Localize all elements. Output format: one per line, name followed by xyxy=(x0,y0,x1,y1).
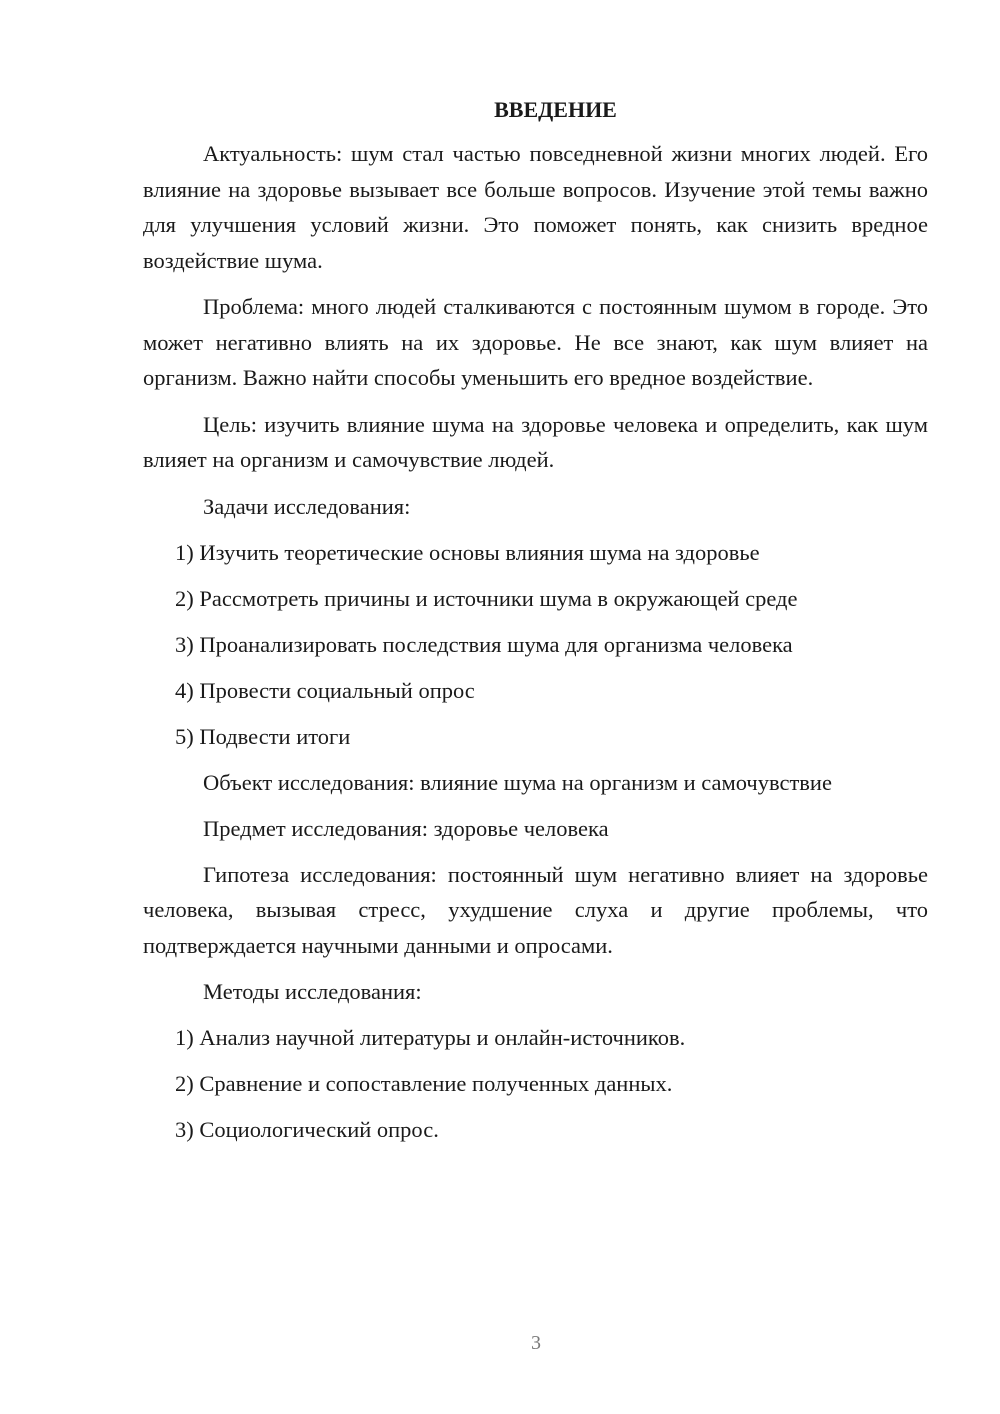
method-item-3: 3) Социологический опрос. xyxy=(175,1117,439,1142)
problem-paragraph: Проблема: много людей сталкиваются с постоянным шумом в городе. Это может негативно влиять на их здоровье. Не все знают, как шум влияет на организм. Важно найти способы уменьшить его вредное воздействие. xyxy=(143,294,928,390)
methods-heading: Методы исследования: xyxy=(203,979,422,1004)
task-item-3: 3) Проанализировать последствия шума для организма человека xyxy=(175,631,793,657)
tasks-heading: Задачи исследования: xyxy=(203,493,411,519)
subject-line: Предмет исследования: здоровье человека xyxy=(203,815,609,841)
page-content xyxy=(143,93,928,1158)
method-item-2: 2) Сравнение и сопоставление полученных данных. xyxy=(175,1071,673,1096)
task-item-1: 1) Изучить теоретические основы влияния шума на здоровье xyxy=(175,539,760,565)
object-line: Объект исследования: влияние шума на организм и самочувствие xyxy=(203,769,832,795)
task-item-5: 5) Подвести итоги xyxy=(175,723,351,749)
method-item-1: 1) Анализ научной литературы и онлайн-источников. xyxy=(175,1025,686,1050)
hypothesis-paragraph: Гипотеза исследования: постоянный шум негативно влияет на здоровье человека, вызывая стресс, ухудшение слуха и другие проблемы, что подтверждается научными данными и опросами. xyxy=(143,861,928,958)
task-item-4: 4) Провести социальный опрос xyxy=(175,677,475,703)
page-number: 3 xyxy=(531,1332,541,1354)
section-title: ВВЕДЕНИЕ xyxy=(494,97,617,122)
relevance-paragraph: Актуальность: шум стал частью повседневной жизни многих людей. Его влияние на здоровье вызывает все больше вопросов. Изучение этой темы важно для улучшения условий жизни. Это поможет понять, как снизить вредное воздействие шума. xyxy=(143,141,928,273)
task-item-2: 2) Рассмотреть причины и источники шума в окружающей среде xyxy=(175,585,798,611)
goal-paragraph: Цель: изучить влияние шума на здоровье человека и определить, как шум влияет на организм и самочувствие людей. xyxy=(143,411,928,472)
